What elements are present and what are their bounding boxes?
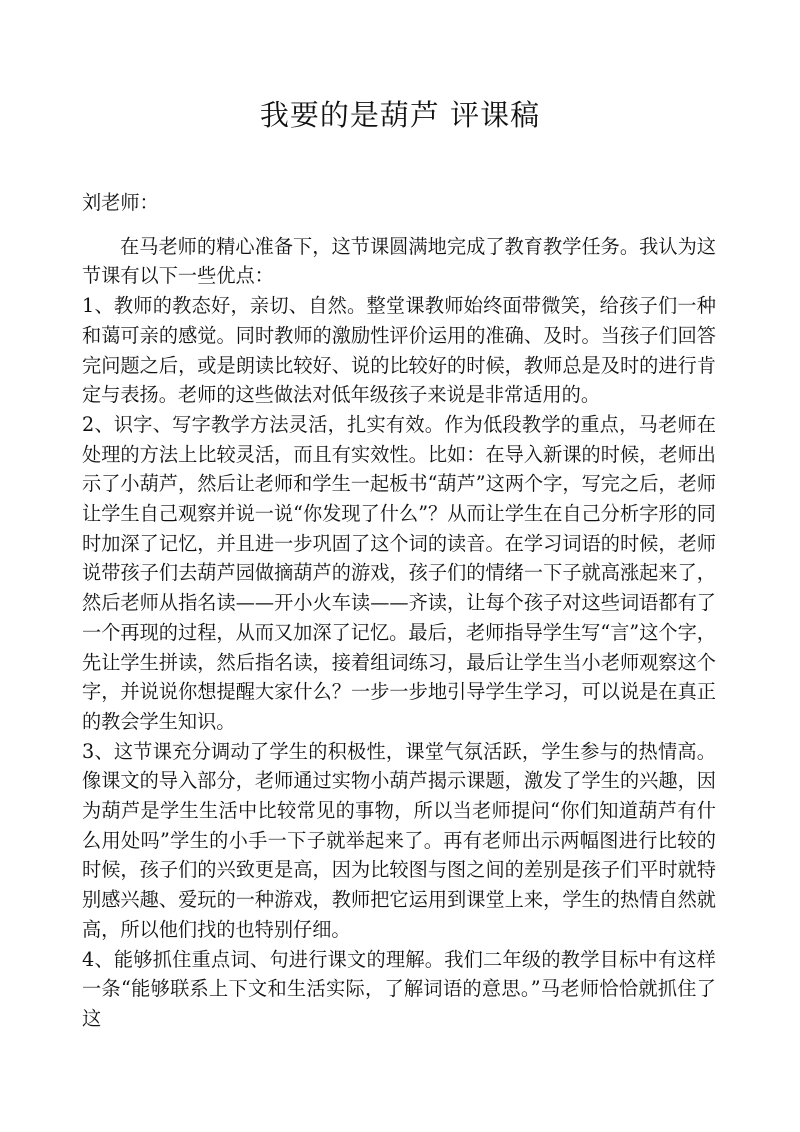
document-body: [82, 188, 716, 1034]
document-title: 我要的是葫芦 评课稿: [259, 98, 541, 132]
point-paragraph-4: 4、能够抓住重点词、句进行课文的理解。我们二年级的教学目标中有这样一条“能够联系上下文和生活实际，了解词语的意思。”马老师恰恰就抓住了这: [82, 947, 716, 1030]
intro-paragraph: 在马老师的精心准备下，这节课圆满地完成了教育教学任务。我认为这节课有以下一些优点：: [82, 234, 716, 288]
point-paragraph-1: 1、教师的教态好，亲切、自然。整堂课教师始终面带微笑，给孩子们一种和蔼可亲的感觉。同时教师的激励性评价运用的准确、及时。当孩子们回答完问题之后，或是朗读比较好、说的比较好的时候，教师总是及时的进行肯定与表扬。老师的这些做法对低年级孩子来说是非常适用的。: [82, 294, 716, 407]
greeting: 刘老师：: [82, 191, 159, 214]
point-paragraph-3: 3、这节课充分调动了学生的积极性，课堂气氛活跃，学生参与的热情高。像课文的导入部分，老师通过实物小葫芦揭示课题，激发了学生的兴趣，因为葫芦是学生生活中比较常见的事物，所以当老师提问“你们知道葫芦有什么用处吗”学生的小手一下子就举起来了。再有老师出示两幅图进行比较的时候，孩子们的兴致更是高，因为比较图与图之间的差别是孩子们平时就特别感兴趣、爱玩的一种游戏，教师把它运用到课堂上来，学生的热情自然就高，所以他们找的也特别仔细。: [82, 739, 716, 941]
point-paragraph-2: 2、识字、写字教学方法灵活，扎实有效。作为低段教学的重点，马老师在处理的方法上比较灵活，而且有实效性。比如：在导入新课的时候，老师出示了小葫芦，然后让老师和学生一起板书“葫芦”这两个字，写完之后，老师让学生自己观察并说一说“你发现了什么”？从而让学生在自己分析字形的同时加深了记忆，并且进一步巩固了这个词的读音。在学习词语的时候，老师说带孩子们去葫芦园做摘葫芦的游戏，孩子们的情绪一下子就高涨起来了，然后老师从指名读——开小火车读——齐读，让每个孩子对这些词语都有了一个再现的过程，从而又加深了记忆。最后，老师指导学生写“言”这个字，先让学生拼读，然后指名读，接着组词练习，最后让学生当小老师观察这个字，并说说你想提醒大家什么？一步一步地引导学生学习，可以说是在真正的教会学生知识。: [82, 412, 716, 733]
